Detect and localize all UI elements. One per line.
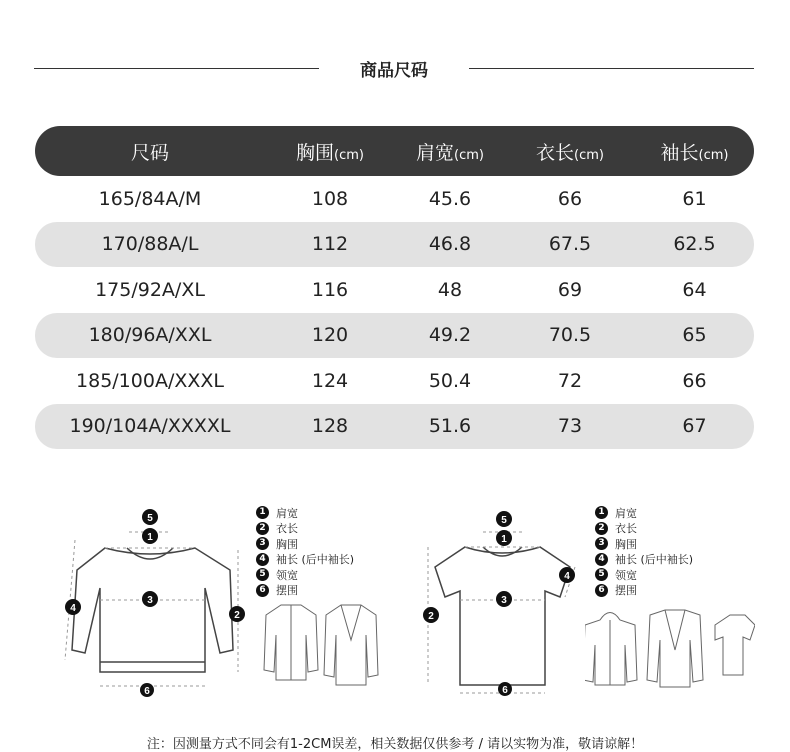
legend-item: 2 衣长 bbox=[256, 521, 354, 537]
table-cell: 170/88A/L bbox=[101, 233, 199, 256]
legend-badge: 6 bbox=[256, 584, 269, 597]
legend-badge: 3 bbox=[595, 537, 608, 550]
header-cell-length: 衣长(cm) bbox=[536, 141, 604, 164]
svg-text:5: 5 bbox=[147, 513, 153, 524]
legend-badge: 2 bbox=[595, 522, 608, 535]
table-cell: 49.2 bbox=[428, 324, 472, 347]
svg-text:2: 2 bbox=[428, 611, 434, 622]
table-cell: 50.4 bbox=[428, 369, 472, 392]
svg-text:2: 2 bbox=[234, 610, 240, 621]
table-cell: 48 bbox=[437, 278, 463, 301]
svg-text:4: 4 bbox=[564, 571, 570, 582]
svg-text:6: 6 bbox=[502, 685, 508, 696]
table-cell: 72 bbox=[557, 369, 583, 392]
table-cell: 180/96A/XXL bbox=[88, 324, 212, 347]
table-row bbox=[35, 358, 754, 404]
svg-text:3: 3 bbox=[501, 595, 507, 606]
title-divider-left bbox=[34, 68, 319, 69]
table-row bbox=[35, 313, 754, 359]
legend-badge: 4 bbox=[595, 553, 608, 566]
knitwear-illustrations bbox=[585, 605, 755, 690]
table-cell: 65 bbox=[682, 324, 707, 347]
svg-text:1: 1 bbox=[147, 532, 153, 543]
legend-badge: 5 bbox=[256, 568, 269, 581]
legend-item: 1 肩宽 bbox=[256, 505, 354, 521]
legend-badge: 5 bbox=[595, 568, 608, 581]
legend-badge: 3 bbox=[256, 537, 269, 550]
table-cell: 185/100A/XXXL bbox=[76, 369, 224, 392]
table-cell: 64 bbox=[682, 278, 707, 301]
title-divider-right bbox=[469, 68, 754, 69]
table-cell: 128 bbox=[311, 415, 349, 438]
table-cell: 116 bbox=[311, 278, 349, 301]
legend-badge: 6 bbox=[595, 584, 608, 597]
table-row bbox=[35, 267, 754, 313]
table-cell: 66 bbox=[557, 187, 583, 210]
table-cell: 61 bbox=[682, 187, 707, 210]
table-cell: 69 bbox=[557, 278, 583, 301]
legend-item: 3 胸围 bbox=[256, 536, 354, 552]
legend-badge: 1 bbox=[256, 506, 269, 519]
table-cell: 51.6 bbox=[428, 415, 472, 438]
svg-text:4: 4 bbox=[70, 603, 76, 614]
sweatshirt-measure-diagram bbox=[55, 500, 255, 700]
header-cell-size: 尺码 bbox=[130, 141, 169, 164]
header-cell-sleeve: 袖长(cm) bbox=[660, 141, 729, 164]
table-row bbox=[35, 404, 754, 450]
table-row bbox=[35, 176, 754, 222]
tshirt-measure-diagram bbox=[420, 505, 585, 700]
svg-text:3: 3 bbox=[147, 595, 153, 606]
table-cell: 124 bbox=[311, 369, 349, 392]
jacket-illustrations bbox=[256, 600, 386, 690]
table-cell: 67.5 bbox=[548, 233, 592, 256]
measure-legend-left bbox=[256, 505, 354, 598]
svg-text:1: 1 bbox=[501, 534, 507, 545]
legend-item: 5 领宽 bbox=[256, 567, 354, 583]
table-cell: 112 bbox=[311, 233, 349, 256]
table-cell: 62.5 bbox=[673, 233, 716, 256]
table-cell: 175/92A/XL bbox=[95, 278, 205, 301]
legend-badge: 2 bbox=[256, 522, 269, 535]
disclaimer-note: 注：因测量方式不同会有1-2CM误差，相关数据仅供参考 / 请以实物为准，敬请谅解！ bbox=[146, 737, 644, 752]
table-cell: 45.6 bbox=[428, 187, 472, 210]
measure-legend-right bbox=[595, 505, 693, 598]
legend-item: 6 摆围 bbox=[256, 583, 354, 599]
section-title-row bbox=[0, 56, 790, 82]
size-table bbox=[35, 126, 754, 449]
header-cell-chest: 胸围(cm) bbox=[296, 141, 364, 164]
table-row bbox=[35, 222, 754, 268]
table-cell: 120 bbox=[311, 324, 349, 347]
table-cell: 108 bbox=[311, 187, 349, 210]
table-cell: 67 bbox=[682, 415, 707, 438]
svg-text:6: 6 bbox=[144, 686, 150, 697]
legend-badge: 4 bbox=[256, 553, 269, 566]
legend-item: 6 摆围 bbox=[595, 583, 693, 599]
legend-item: 4 袖长 (后中袖长) bbox=[595, 552, 693, 568]
table-cell: 73 bbox=[557, 415, 583, 438]
table-cell: 46.8 bbox=[428, 233, 472, 256]
section-title: 商品尺码 bbox=[360, 61, 428, 81]
legend-item: 2 衣长 bbox=[595, 521, 693, 537]
table-cell: 165/84A/M bbox=[98, 187, 202, 210]
legend-item: 4 袖长 (后中袖长) bbox=[256, 552, 354, 568]
header-cell-shoulder: 肩宽(cm) bbox=[416, 141, 484, 164]
table-cell: 66 bbox=[682, 369, 707, 392]
legend-item: 3 胸围 bbox=[595, 536, 693, 552]
legend-item: 5 领宽 bbox=[595, 567, 693, 583]
table-cell: 190/104A/XXXXL bbox=[69, 415, 231, 438]
legend-item: 1 肩宽 bbox=[595, 505, 693, 521]
table-cell: 70.5 bbox=[548, 324, 592, 347]
size-table-header bbox=[35, 126, 754, 176]
svg-text:5: 5 bbox=[501, 515, 507, 526]
legend-badge: 1 bbox=[595, 506, 608, 519]
